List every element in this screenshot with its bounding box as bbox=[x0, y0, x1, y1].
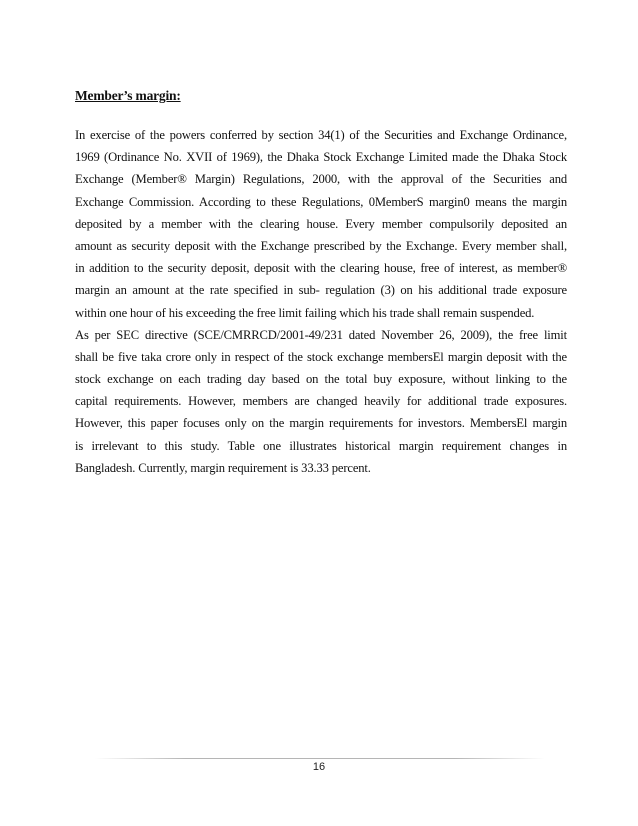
page-number: 16 bbox=[312, 761, 326, 773]
paragraph-line: is irrelevant to this study. Table one illustrates historical margin requirement changes in bbox=[75, 438, 567, 453]
body-text bbox=[75, 124, 567, 479]
paragraph-line: Bangladesh. Currently, margin requirement is 33.33 percent. bbox=[75, 460, 371, 475]
paragraph-line: stock exchange on each trading day based on the total buy exposure, without linking to the bbox=[75, 372, 567, 387]
paragraph-line: deposited by a member with the clearing house. Every member compulsorily deposited an bbox=[75, 216, 567, 231]
paragraph-line: in addition to the security deposit, deposit with the clearing house, free of interest, as member® bbox=[75, 261, 567, 276]
paragraph-line: However, this paper focuses only on the margin requirements for investors. MembersEl margin bbox=[75, 416, 567, 431]
paragraph-line: capital requirements. However, members are changed heavily for additional trade exposures. bbox=[75, 394, 567, 409]
paragraph-line: In exercise of the powers conferred by section 34(1) of the Securities and Exchange Ordinance, bbox=[75, 128, 567, 142]
paragraph-line: margin an amount at the rate specified in sub- regulation (3) on his additional trade exposure bbox=[75, 283, 567, 298]
paragraph-line: shall be five taka crore only in respect of the stock exchange membersEl margin deposit with the bbox=[75, 349, 567, 364]
footer-divider bbox=[95, 758, 545, 759]
paragraph-line: As per SEC directive (SCE/CMRRCD/2001-49/231 dated November 26, 2009), the free limit bbox=[75, 327, 567, 342]
paragraph-line: Exchange Commission. According to these Regulations, 0MemberS margin0 means the margin bbox=[75, 194, 567, 209]
paragraph-line: Exchange (Member® Margin) Regulations, 2000, with the approval of the Securities and bbox=[75, 172, 567, 187]
paragraph-line: within one hour of his exceeding the free limit failing which his trade shall remain suspended. bbox=[75, 305, 535, 320]
section-heading: Member’s margin: bbox=[75, 88, 181, 103]
paragraph-line: 1969 (Ordinance No. XVII of 1969), the Dhaka Stock Exchange Limited made the Dhaka Stock bbox=[75, 150, 567, 165]
paragraph-line: amount as security deposit with the Exchange prescribed by the Exchange. Every member shall, bbox=[75, 238, 567, 253]
